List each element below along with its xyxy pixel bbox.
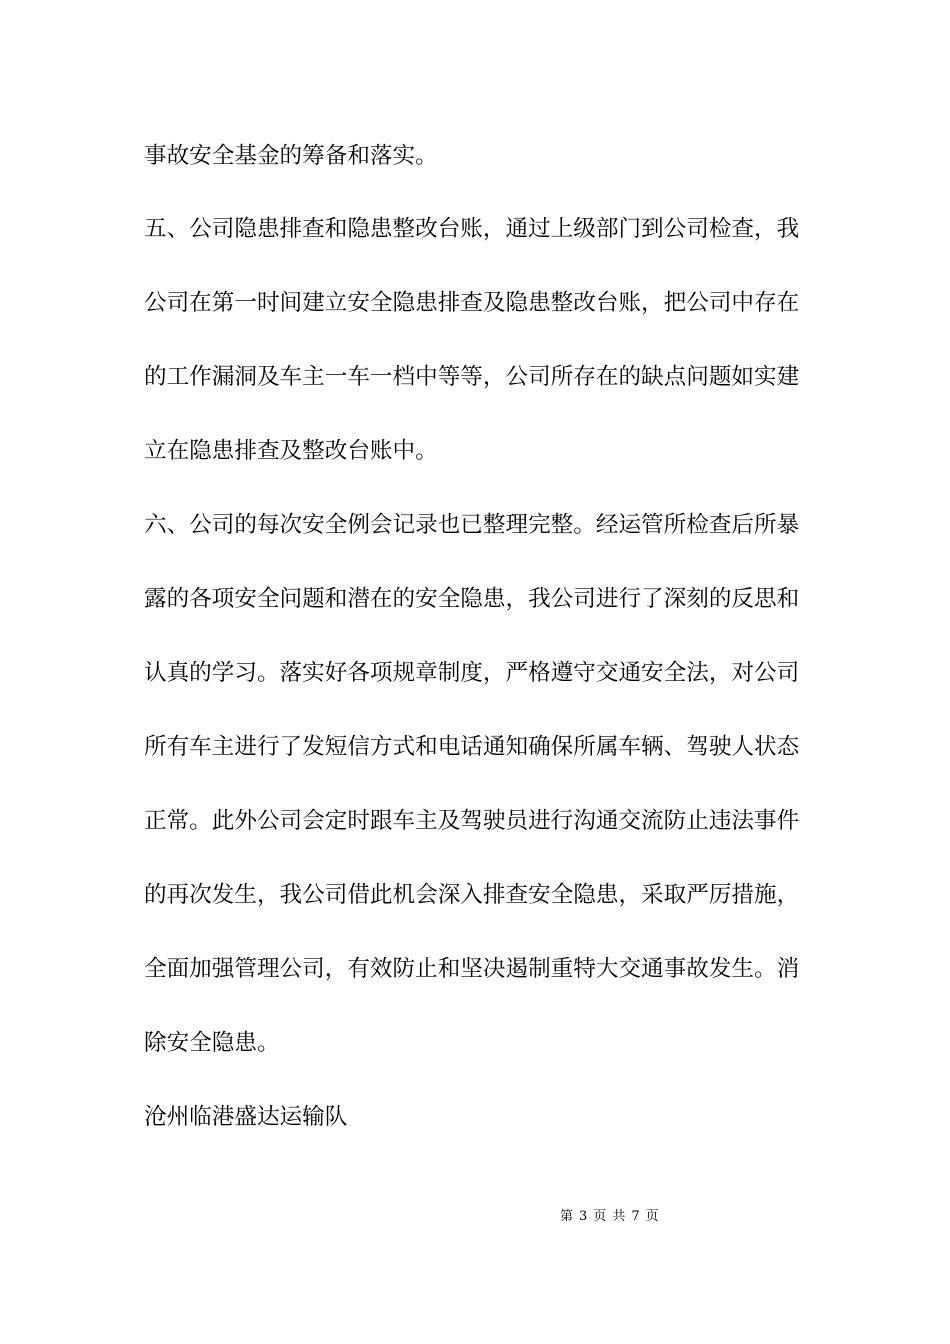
footer-page-number: 3 [579,1209,588,1224]
footer-page-unit: 页 [593,1209,607,1224]
footer-total-pages: 7 [631,1209,640,1224]
paragraph-line: 五、公司隐患排查和隐患整改台账，通过上级部门到公司检查，我 [144,216,800,242]
page-footer [560,1208,659,1226]
footer-total-prefix: 共 [612,1209,626,1224]
paragraph-line: 露的各项安全问题和潜在的安全隐患，我公司进行了深刻的反思和 [144,586,800,612]
paragraph-line: 除安全隐患。 [144,1030,280,1056]
signature-line: 沧州临港盛达运输队 [144,1104,348,1130]
paragraph-line: 正常。此外公司会定时跟车主及驾驶员进行沟通交流防止违法事件 [144,808,800,834]
paragraph-line: 的工作漏洞及车主一车一档中等等，公司所存在的缺点问题如实建 [144,364,800,390]
footer-total-unit: 页 [645,1209,659,1224]
paragraph-line: 的再次发生，我公司借此机会深入排查安全隐患，采取严厉措施， [144,882,800,908]
paragraph-line: 所有车主进行了发短信方式和电话通知确保所属车辆、驾驶人状态 [144,734,800,760]
paragraph-line: 六、公司的每次安全例会记录也已整理完整。经运管所检查后所暴 [144,512,800,538]
footer-prefix: 第 [560,1209,574,1224]
paragraph-line: 事故安全基金的筹备和落实。 [144,143,438,169]
paragraph-line: 认真的学习。落实好各项规章制度，严格遵守交通安全法，对公司 [144,660,800,686]
paragraph-line: 公司在第一时间建立安全隐患排查及隐患整改台账，把公司中存在 [144,290,800,316]
paragraph-line: 全面加强管理公司，有效防止和坚决遏制重特大交通事故发生。消 [144,956,800,982]
paragraph-line: 立在隐患排查及整改台账中。 [144,438,438,464]
